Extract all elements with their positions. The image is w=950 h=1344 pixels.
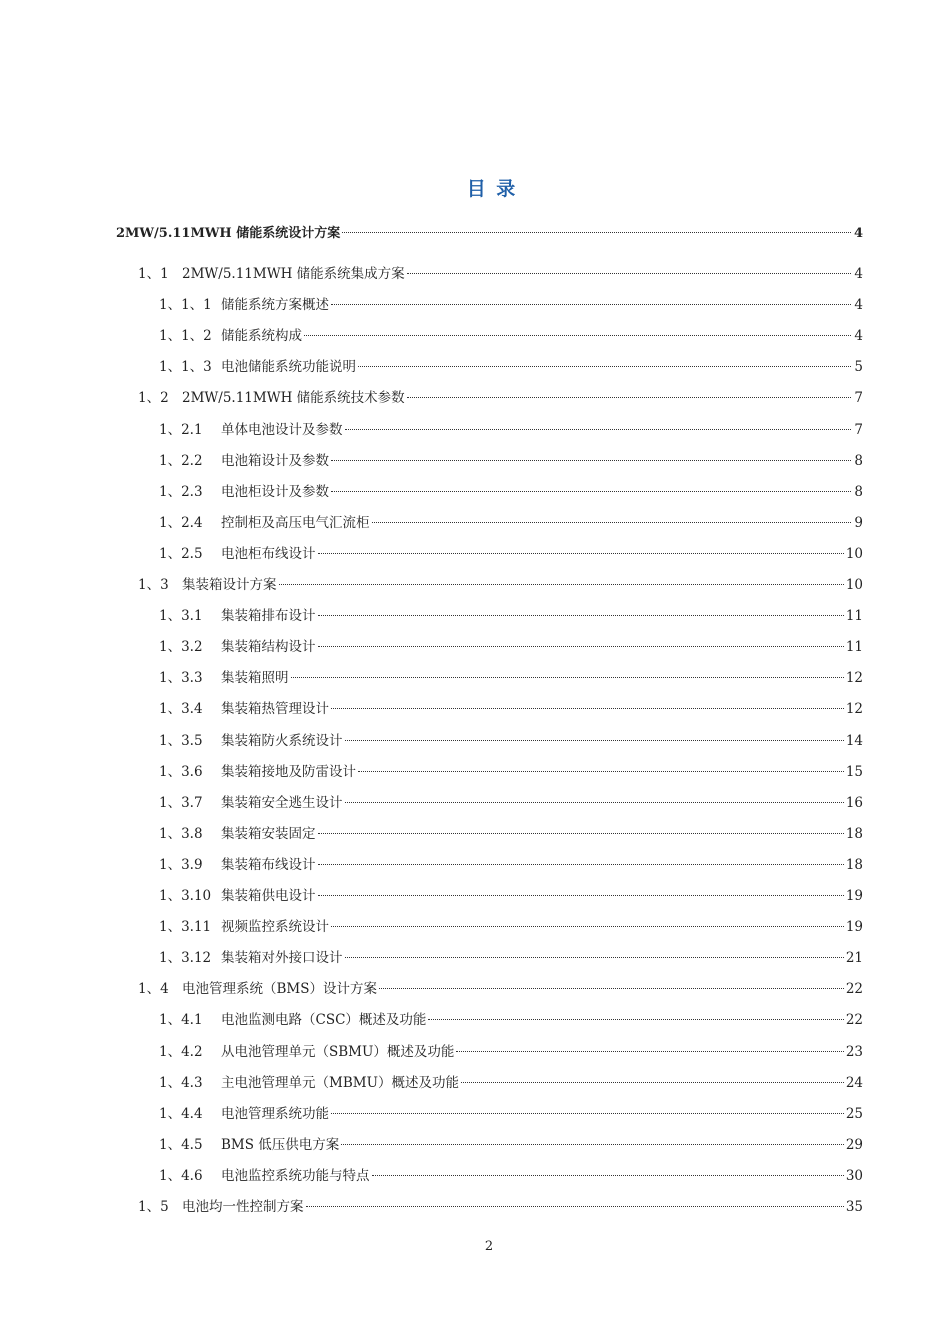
toc-entry[interactable] <box>159 855 863 875</box>
toc-entry[interactable] <box>138 979 863 999</box>
toc-leader-dots <box>345 740 844 741</box>
toc-leader-dots <box>279 584 844 585</box>
toc-entry[interactable] <box>138 388 863 408</box>
toc-entry-page: 29 <box>845 1136 863 1153</box>
toc-entry[interactable] <box>159 1135 863 1155</box>
toc-entry-number: 1、3.5 <box>159 732 203 749</box>
toc-leader-dots <box>428 1019 843 1020</box>
page-number: 2 <box>484 1239 494 1254</box>
toc-leader-dots <box>331 460 851 461</box>
toc-leader-dots <box>345 802 844 803</box>
toc-entry-page: 10 <box>845 545 863 562</box>
toc-entry-number: 1、4 <box>138 981 169 998</box>
toc-entry-number: 1、4.4 <box>159 1105 203 1122</box>
toc-leader-dots <box>331 304 851 305</box>
toc-entry[interactable] <box>159 451 863 471</box>
toc-entry-title: 集装箱结构设计 <box>221 639 316 656</box>
toc-entry-title: 集装箱照明 <box>221 670 289 687</box>
toc-leader-dots <box>372 522 852 523</box>
toc-entry[interactable] <box>159 326 863 346</box>
toc-entry-number: 1、3.12 <box>159 950 212 967</box>
toc-leader-dots <box>304 335 851 336</box>
toc-entry-title: 电池管理系统功能 <box>221 1105 329 1122</box>
toc-entry-number: 1、2.3 <box>159 483 203 500</box>
toc-entry[interactable] <box>159 886 863 906</box>
toc-entry-title: 集装箱布线设计 <box>221 856 316 873</box>
page-title: 目 录 <box>466 178 518 200</box>
toc-leader-dots <box>306 1206 844 1207</box>
toc-entry[interactable] <box>159 606 863 626</box>
toc-entry[interactable] <box>138 575 863 595</box>
toc-entry-number: 1、2.2 <box>159 452 203 469</box>
toc-entry-title: 集装箱接地及防雷设计 <box>221 763 356 780</box>
toc-entry-page: 7 <box>854 390 863 407</box>
toc-entry-page: 19 <box>845 888 863 904</box>
toc-entry-title: 集装箱安装固定 <box>221 825 316 842</box>
toc-entry[interactable] <box>159 762 863 782</box>
toc-entry-page: 4 <box>854 297 863 314</box>
toc-entry[interactable] <box>159 824 863 844</box>
toc-entry-title: 电池均一性控制方案 <box>182 1199 304 1215</box>
toc-entry-title: 视频监控系统设计 <box>221 919 329 936</box>
toc-entry-title: 集装箱设计方案 <box>182 577 277 593</box>
toc-entry[interactable] <box>159 699 863 719</box>
toc-entry-number: 1、3.10 <box>159 888 212 904</box>
toc-entry-page: 24 <box>845 1074 863 1091</box>
toc-entry[interactable] <box>159 1104 863 1124</box>
toc-entry-page: 22 <box>845 1012 863 1029</box>
toc-entry-title: 集装箱防火系统设计 <box>221 732 343 749</box>
toc-leader-dots <box>318 864 844 865</box>
toc-entry[interactable] <box>159 668 863 688</box>
toc-entry-page: 4 <box>854 328 863 345</box>
toc-leader-dots <box>341 1144 844 1145</box>
toc-entry[interactable] <box>159 1042 863 1062</box>
toc-entry-page: 4 <box>854 266 863 282</box>
toc-entry-number: 1、3.3 <box>159 670 203 687</box>
toc-entry-page: 18 <box>845 825 863 842</box>
toc-entry[interactable] <box>159 637 863 657</box>
toc-entry-number: 1、2.1 <box>159 421 203 438</box>
toc-leader-dots <box>291 677 844 678</box>
toc-entry-title: 单体电池设计及参数 <box>221 421 343 438</box>
toc-leader-dots <box>345 957 844 958</box>
toc-entry-page: 10 <box>845 577 863 593</box>
toc-entry-title: 集装箱排布设计 <box>221 608 316 625</box>
toc-entry[interactable] <box>159 544 863 564</box>
toc-entry[interactable] <box>159 420 863 440</box>
toc-entry-page: 23 <box>845 1043 863 1060</box>
toc-entry-page: 15 <box>845 763 863 780</box>
toc-entry-title: 集装箱对外接口设计 <box>221 950 343 967</box>
toc-entry-number: 1、1、3 <box>159 359 212 376</box>
toc-entry-page: 4 <box>853 226 863 241</box>
toc-entry[interactable] <box>138 1197 863 1217</box>
toc-entry-page: 12 <box>845 670 863 687</box>
toc-entry-number: 1、4.6 <box>159 1167 203 1184</box>
toc-entry-page: 35 <box>845 1199 863 1215</box>
toc-entry[interactable] <box>159 513 863 533</box>
toc-entry-number: 1、3.7 <box>159 794 203 811</box>
toc-entry-number: 1、5 <box>138 1199 169 1215</box>
toc-entry[interactable] <box>159 482 863 502</box>
toc-entry-number: 1、3.11 <box>159 919 212 936</box>
toc-leader-dots <box>331 708 844 709</box>
toc-entry-title: 电池箱设计及参数 <box>221 452 329 469</box>
toc-entry-title: 电池储能系统功能说明 <box>221 359 356 376</box>
toc-entry-page: 21 <box>845 950 863 967</box>
toc-entry-number: 1、3 <box>138 577 169 593</box>
toc-entry-number: 1、3.6 <box>159 763 203 780</box>
toc-entry-page: 16 <box>845 794 863 811</box>
toc-entry-number: 1、4.2 <box>159 1043 203 1060</box>
toc-entry-number: 1、2.5 <box>159 545 203 562</box>
toc-entry-number: 1、3.2 <box>159 639 203 656</box>
toc-leader-dots <box>461 1082 844 1083</box>
toc-leader-dots <box>372 1175 844 1176</box>
toc-entry-title: 集装箱供电设计 <box>221 888 316 904</box>
toc-entry-page: 12 <box>845 701 863 718</box>
toc-entry-number: 1、2 <box>138 390 169 407</box>
toc-entry[interactable] <box>138 264 863 284</box>
toc-entry-page: 9 <box>854 514 863 531</box>
toc-entry-number: 1、3.9 <box>159 856 203 873</box>
toc-entry-number: 1、3.8 <box>159 825 203 842</box>
toc-entry[interactable] <box>116 224 863 244</box>
toc-entry-number: 1、1 <box>138 266 169 282</box>
toc-entry-number: 1、4.1 <box>159 1012 203 1029</box>
toc-entry-title: 电池柜设计及参数 <box>221 483 329 500</box>
toc-entry-title: 主电池管理单元（MBMU）概述及功能 <box>221 1074 459 1091</box>
toc-leader-dots <box>379 988 844 989</box>
toc-entry-number: 1、4.3 <box>159 1074 203 1091</box>
toc-entry-number: 1、1、1 <box>159 297 212 314</box>
toc-leader-dots <box>318 553 844 554</box>
toc-leader-dots <box>456 1051 843 1052</box>
toc-leader-dots <box>318 833 844 834</box>
toc-entry-number: 1、2.4 <box>159 514 203 531</box>
toc-entry[interactable] <box>159 1010 863 1030</box>
toc-entry-title: 控制柜及高压电气汇流柜 <box>221 514 370 531</box>
toc-entry-title: 2MW/5.11MWH 储能系统技术参数 <box>182 390 405 407</box>
toc-entry[interactable] <box>159 295 863 315</box>
toc-entry[interactable] <box>159 948 863 968</box>
toc-entry-title: 从电池管理单元（SBMU）概述及功能 <box>221 1043 455 1060</box>
toc-entry[interactable] <box>159 357 863 377</box>
toc-leader-dots <box>342 232 851 233</box>
toc-entry-title: 2MW/5.11MWH 储能系统设计方案 <box>116 226 341 241</box>
toc-entry-title: BMS 低压供电方案 <box>221 1136 340 1153</box>
toc-entry-title: 电池管理系统（BMS）设计方案 <box>182 981 377 998</box>
toc-entry-page: 8 <box>854 452 863 469</box>
toc-leader-dots <box>318 646 844 647</box>
toc-entry[interactable] <box>159 1073 863 1093</box>
toc-entry-page: 11 <box>845 639 863 656</box>
toc-leader-dots <box>331 1113 844 1114</box>
toc-entry-title: 储能系统构成 <box>221 328 302 345</box>
toc-entry[interactable] <box>159 793 863 813</box>
toc-entry-title: 电池监控系统功能与特点 <box>221 1167 370 1184</box>
toc-entry-title: 2MW/5.11MWH 储能系统集成方案 <box>182 266 405 282</box>
toc-leader-dots <box>358 771 844 772</box>
toc-leader-dots <box>318 895 844 896</box>
toc-entry-page: 5 <box>854 359 863 376</box>
toc-entry-page: 19 <box>845 919 863 936</box>
toc-leader-dots <box>407 273 851 274</box>
toc-entry-page: 14 <box>845 732 863 749</box>
toc-entry-title: 电池柜布线设计 <box>221 545 316 562</box>
toc-entry[interactable] <box>159 1166 863 1186</box>
toc-entry-number: 1、1、2 <box>159 328 212 345</box>
toc-entry-page: 18 <box>845 856 863 873</box>
toc-entry-number: 1、3.1 <box>159 608 203 625</box>
toc-entry-page: 11 <box>845 608 863 625</box>
toc-leader-dots <box>358 366 851 367</box>
toc-leader-dots <box>331 926 844 927</box>
toc-entry-page: 22 <box>845 981 863 998</box>
toc-leader-dots <box>345 429 852 430</box>
toc-leader-dots <box>407 397 851 398</box>
toc-entry-title: 集装箱安全逃生设计 <box>221 794 343 811</box>
toc-entry-number: 1、4.5 <box>159 1136 203 1153</box>
toc-entry-page: 7 <box>854 421 863 438</box>
toc-entry-number: 1、3.4 <box>159 701 203 718</box>
toc-leader-dots <box>318 615 844 616</box>
toc-entry-page: 8 <box>854 483 863 500</box>
toc-entry-title: 集装箱热管理设计 <box>221 701 329 718</box>
toc-entry-title: 电池监测电路（CSC）概述及功能 <box>221 1012 427 1029</box>
toc-leader-dots <box>331 491 851 492</box>
toc-entry-title: 储能系统方案概述 <box>221 297 329 314</box>
toc-entry-page: 30 <box>845 1167 863 1184</box>
toc-entry-page: 25 <box>845 1105 863 1122</box>
toc-entry[interactable] <box>159 917 863 937</box>
toc-entry[interactable] <box>159 731 863 751</box>
